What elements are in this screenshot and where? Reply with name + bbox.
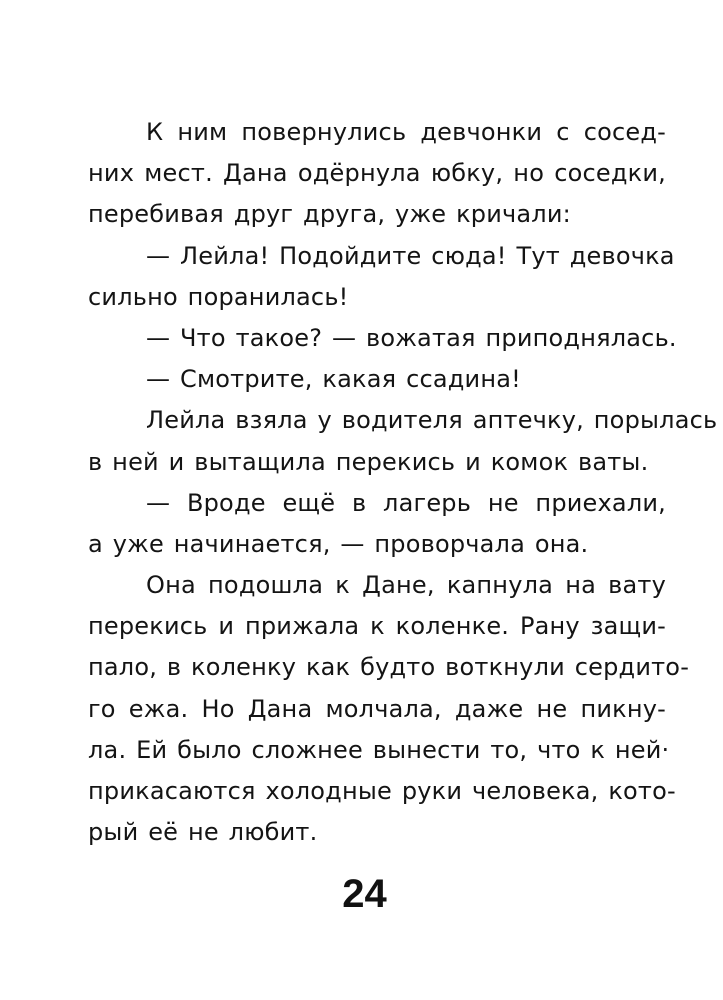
text-line: рый её не любит.	[88, 818, 318, 847]
text-line: ла. Ей было сложнее вынести то, что к ней·	[88, 735, 670, 764]
page-body-text	[88, 112, 718, 853]
text-line: перекись и прижала к коленке. Рану защи-	[88, 612, 666, 641]
text-line: перебивая друг друга, уже кричали:	[88, 200, 571, 229]
text-line: — Что такое? — вожатая приподнялась.	[146, 323, 677, 352]
text-line: — Лейла! Подойдите сюда! Тут девочка	[146, 241, 675, 270]
text-line: — Смотрите, какая ссадина!	[146, 365, 521, 394]
text-line: пало, в коленку как будто воткнули сердито-	[88, 653, 690, 682]
text-line: го ежа. Но Дана молчала, даже не пикну-	[88, 694, 666, 723]
text-line: в ней и вытащила перекись и комок ваты.	[88, 447, 649, 476]
text-line: прикасаются холодные руки человека, кото-	[88, 777, 676, 805]
text-line: а уже начинается, — проворчала она.	[88, 529, 589, 558]
text-line: Лейла взяла у водителя аптечку, порылась	[146, 406, 718, 435]
text-line: сильно поранилась!	[88, 282, 349, 311]
text-line: Она подошла к Дане, капнула на вату	[146, 571, 666, 600]
text-line: них мест. Дана одёрнула юбку, но соседки,	[88, 159, 666, 188]
text-line: К ним повернулись девчонки с сосед-	[146, 118, 666, 146]
page-number: 24	[342, 872, 387, 916]
text-line: — Вроде ещё в лагерь не приехали,	[146, 488, 666, 517]
